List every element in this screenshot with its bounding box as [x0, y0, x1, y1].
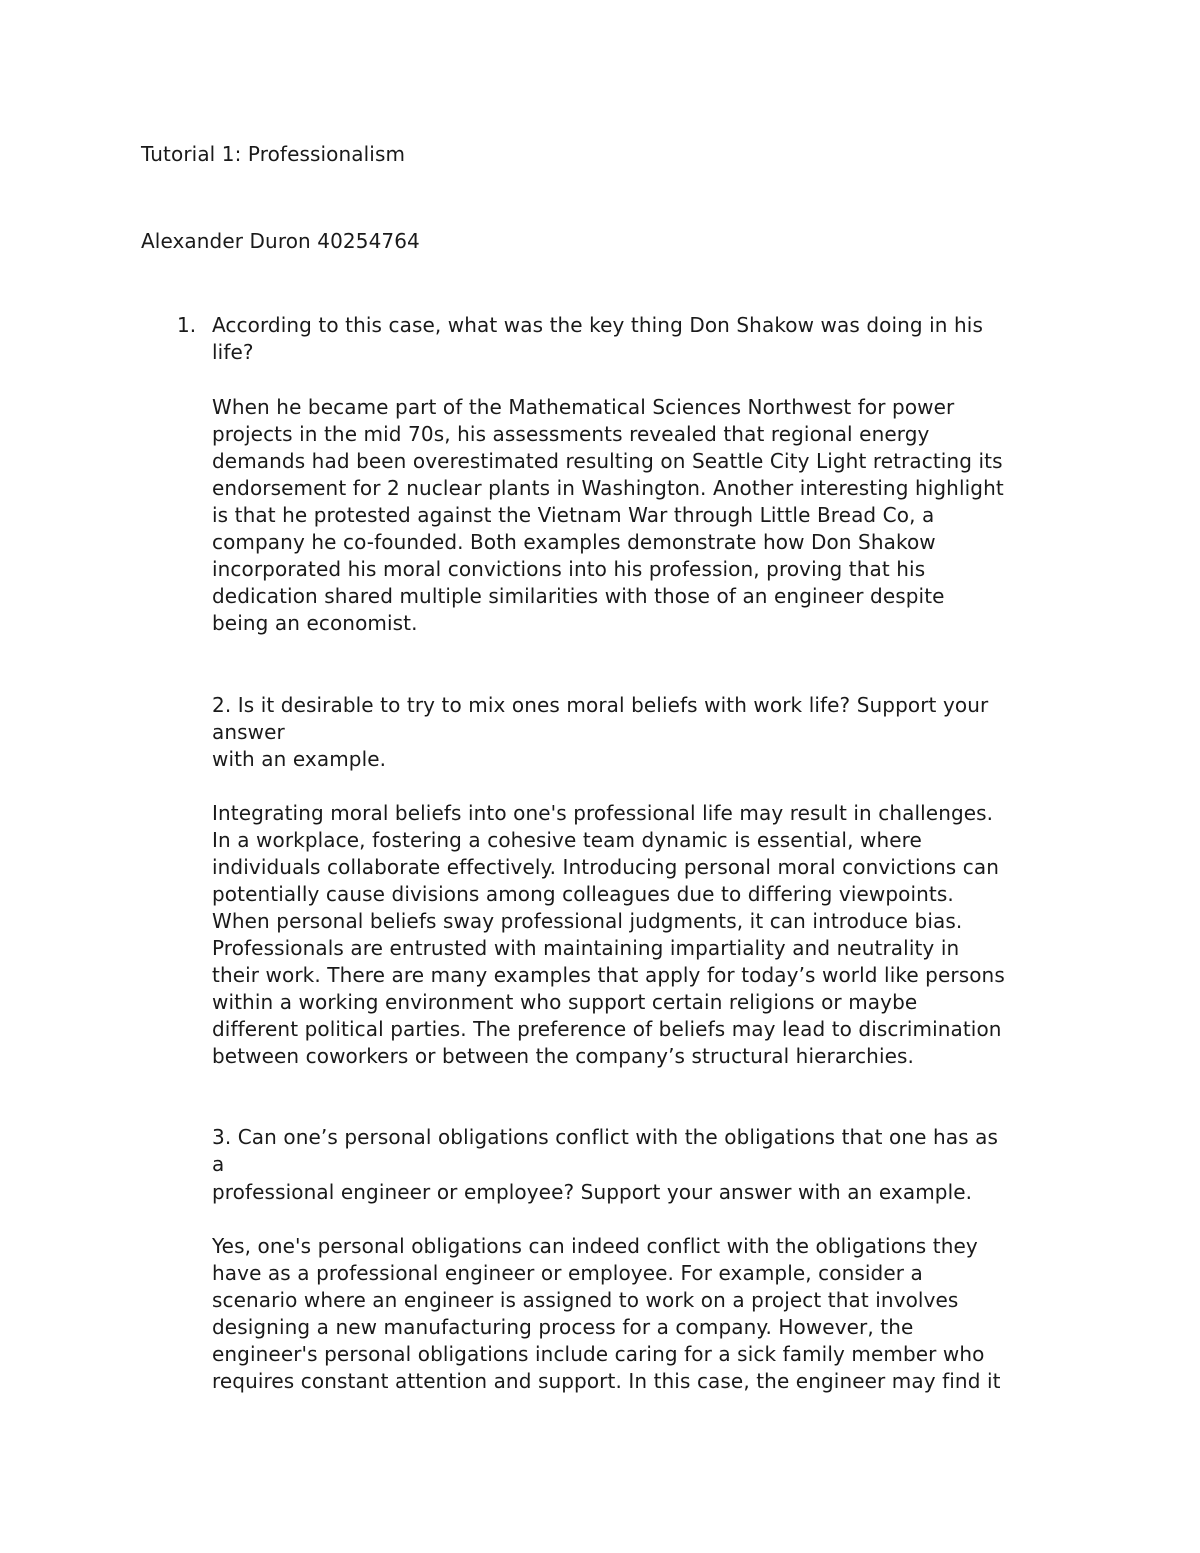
q1-answer-line: demands had been overestimated resulting on Seattle City Light retracting its: [212, 449, 1003, 473]
q3-answer-line: scenario where an engineer is assigned to work on a project that involves: [212, 1288, 959, 1312]
q3-answer-line: Yes, one's personal obligations can indeed conflict with the obligations they: [212, 1234, 978, 1258]
q2-answer-line: Professionals are entrusted with maintaining impartiality and neutrality in: [212, 936, 960, 960]
q2-answer-line: potentially cause divisions among colleagues due to differing viewpoints.: [212, 882, 954, 906]
q3-answer-line: requires constant attention and support. In this case, the engineer may find it: [212, 1369, 1001, 1393]
q3-question-line: professional engineer or employee? Support your answer with an example.: [212, 1180, 973, 1204]
q1-number: 1.: [177, 313, 197, 337]
q1-answer-line: dedication shared multiple similarities with those of an engineer despite: [212, 584, 945, 608]
q1-answer-line: is that he protested against the Vietnam War through Little Bread Co, a: [212, 503, 935, 527]
q2-answer-line: In a workplace, fostering a cohesive team dynamic is essential, where: [212, 828, 922, 852]
q2-answer-line: When personal beliefs sway professional judgments, it can introduce bias.: [212, 909, 963, 933]
q3-answer-line: designing a new manufacturing process for a company. However, the: [212, 1315, 914, 1339]
q2-answer-line: different political parties. The preference of beliefs may lead to discrimination: [212, 1017, 1002, 1041]
q1-answer-line: being an economist.: [212, 611, 418, 635]
q1-answer-line: projects in the mid 70s, his assessments revealed that regional energy: [212, 422, 930, 446]
document-title: Tutorial 1: Professionalism: [141, 142, 406, 166]
q1-question-line: life?: [212, 340, 254, 364]
q1-question-line: According to this case, what was the key thing Don Shakow was doing in his: [212, 313, 983, 337]
q2-answer-line: within a working environment who support certain religions or maybe: [212, 990, 918, 1014]
q3-question-line: 3. Can one’s personal obligations conflict with the obligations that one has as: [212, 1125, 998, 1149]
author-line: Alexander Duron 40254764: [141, 229, 420, 253]
q2-question-line: with an example.: [212, 747, 387, 771]
q2-answer-line: individuals collaborate effectively. Introducing personal moral convictions can: [212, 855, 999, 879]
q2-answer-line: their work. There are many examples that apply for today’s world like persons: [212, 963, 1005, 987]
q2-question-line: 2. Is it desirable to try to mix ones moral beliefs with work life? Support your: [212, 693, 989, 717]
q2-answer-line: between coworkers or between the company’s structural hierarchies.: [212, 1044, 914, 1068]
q2-question-line: answer: [212, 720, 285, 744]
q3-question-line: a: [212, 1152, 225, 1176]
q3-answer-line: engineer's personal obligations include caring for a sick family member who: [212, 1342, 985, 1366]
q1-answer-line: endorsement for 2 nuclear plants in Washington. Another interesting highlight: [212, 476, 1004, 500]
q1-answer-line: incorporated his moral convictions into his profession, proving that his: [212, 557, 926, 581]
q3-answer-line: have as a professional engineer or employee. For example, consider a: [212, 1261, 923, 1285]
q2-answer-line: Integrating moral beliefs into one's professional life may result in challenges.: [212, 801, 994, 825]
q1-answer-line: company he co-founded. Both examples demonstrate how Don Shakow: [212, 530, 936, 554]
q1-answer-line: When he became part of the Mathematical Sciences Northwest for power: [212, 395, 955, 419]
